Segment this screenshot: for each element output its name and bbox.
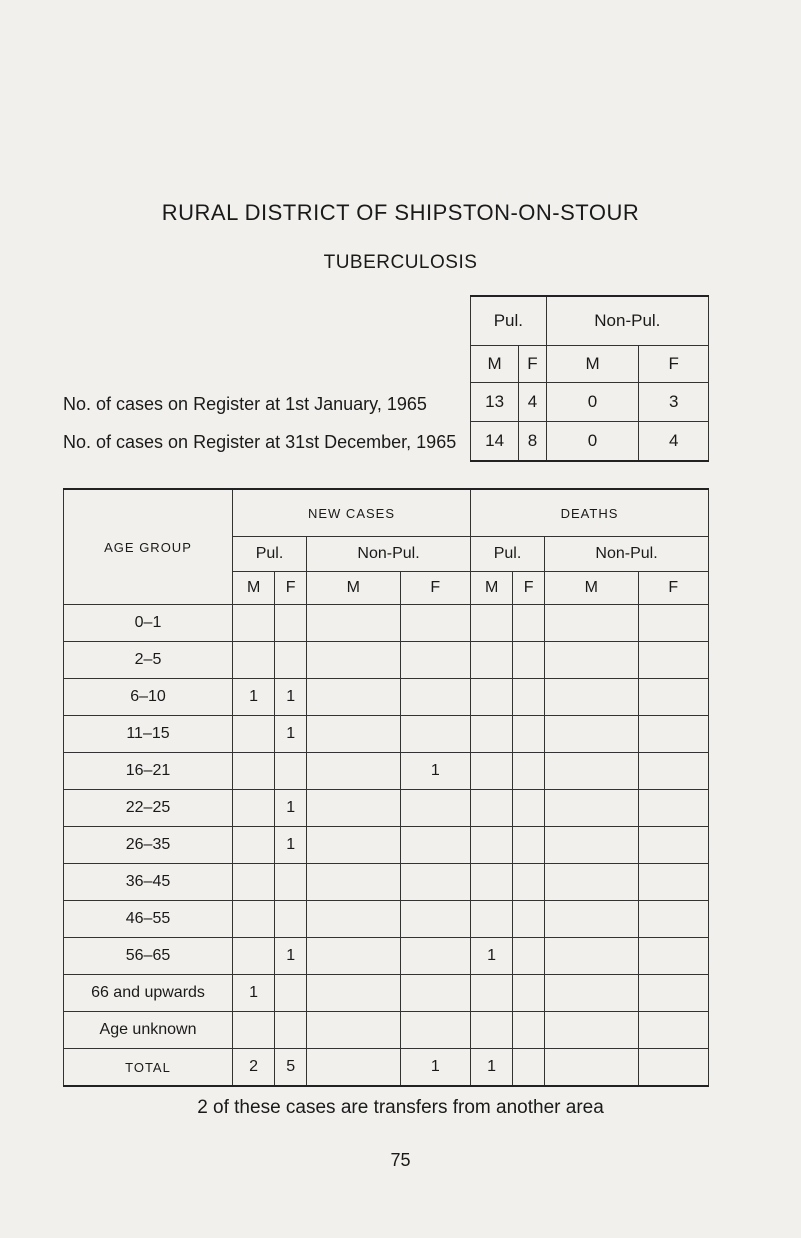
table-cell [275, 901, 307, 938]
table-row [64, 679, 709, 716]
new-cases-header: NEW CASES [233, 489, 471, 537]
table-cell [470, 642, 512, 679]
table-cell [470, 827, 512, 864]
table-cell [307, 642, 401, 679]
table-cell [545, 901, 639, 938]
age-group-header: AGE GROUP [64, 489, 233, 605]
table-cell [513, 753, 545, 790]
register-sub-header: M [471, 346, 519, 383]
table-cell: 1 [233, 679, 275, 716]
table-cell [638, 716, 708, 753]
register-group-header: Non-Pul. [546, 296, 708, 346]
table-cell: 1 [233, 975, 275, 1012]
table-cell [470, 716, 512, 753]
table-row [64, 1012, 709, 1049]
table-cell [638, 1012, 708, 1049]
table-row [64, 975, 709, 1012]
table-cell [400, 790, 470, 827]
sex-header: F [513, 572, 545, 605]
age-group-label: 11–15 [64, 716, 233, 753]
table-cell [638, 790, 708, 827]
register-cell: 4 [519, 383, 547, 422]
table-cell: 1 [275, 938, 307, 975]
table-cell: 1 [470, 1049, 512, 1087]
table-row [64, 864, 709, 901]
table-cell: 1 [275, 790, 307, 827]
table-row [64, 642, 709, 679]
table-cell [307, 901, 401, 938]
table-cell [275, 642, 307, 679]
age-group-label: 2–5 [64, 642, 233, 679]
table-cell [307, 975, 401, 1012]
type-header: Non-Pul. [307, 537, 471, 572]
table-cell [275, 1012, 307, 1049]
table-cell [400, 642, 470, 679]
table-cell [545, 679, 639, 716]
table-row [64, 790, 709, 827]
table-cell [545, 753, 639, 790]
table-cell [513, 716, 545, 753]
table-cell [470, 1012, 512, 1049]
register-cell: 0 [546, 383, 639, 422]
table-cell: 1 [470, 938, 512, 975]
table-cell [470, 753, 512, 790]
table-cell [233, 716, 275, 753]
type-header: Non-Pul. [545, 537, 709, 572]
register-cell: 3 [639, 383, 709, 422]
table-row [64, 753, 709, 790]
table-cell [400, 975, 470, 1012]
register-row [471, 383, 709, 422]
table-cell [400, 901, 470, 938]
table-cell [638, 901, 708, 938]
sex-header: F [638, 572, 708, 605]
table-cell [638, 975, 708, 1012]
table-cell [513, 901, 545, 938]
total-row [64, 1049, 709, 1087]
table-cell [400, 938, 470, 975]
sex-header: F [400, 572, 470, 605]
table-cell [513, 642, 545, 679]
table-row [64, 605, 709, 642]
type-header: Pul. [470, 537, 544, 572]
table-cell [307, 753, 401, 790]
table-cell [400, 605, 470, 642]
table-cell [513, 605, 545, 642]
table-cell [513, 790, 545, 827]
age-group-label: 0–1 [64, 605, 233, 642]
table-cell [513, 975, 545, 1012]
table-cell [307, 1012, 401, 1049]
table-cell [513, 938, 545, 975]
footnote: 2 of these cases are transfers from another area [197, 1097, 604, 1118]
register-sub-header: F [519, 346, 547, 383]
table-cell [233, 753, 275, 790]
register-cell: 13 [471, 383, 519, 422]
table-cell [638, 642, 708, 679]
table-cell [275, 975, 307, 1012]
table-cell [233, 1012, 275, 1049]
table-cell [233, 605, 275, 642]
table-cell [545, 605, 639, 642]
table-cell [275, 753, 307, 790]
table-cell [307, 679, 401, 716]
table-row [64, 938, 709, 975]
table-cell [275, 605, 307, 642]
table-cell [400, 679, 470, 716]
sex-header: F [275, 572, 307, 605]
table-cell: 5 [275, 1049, 307, 1087]
table-cell [513, 1012, 545, 1049]
table-cell [233, 642, 275, 679]
table-cell [545, 975, 639, 1012]
table-cell [275, 864, 307, 901]
table-cell [307, 790, 401, 827]
table-cell [233, 827, 275, 864]
age-group-label: Age unknown [64, 1012, 233, 1049]
table-cell [513, 1049, 545, 1087]
table-cell [470, 605, 512, 642]
table-cell [233, 938, 275, 975]
table-cell [307, 864, 401, 901]
table-cell [545, 938, 639, 975]
register-row-label-start: No. of cases on Register at 1st January, 1965 [63, 394, 427, 414]
table-cell: 2 [233, 1049, 275, 1087]
deaths-header: DEATHS [470, 489, 708, 537]
age-group-label: 16–21 [64, 753, 233, 790]
sex-header: M [307, 572, 401, 605]
table-cell [307, 716, 401, 753]
page-title: RURAL DISTRICT OF SHIPSTON-ON-STOUR [161, 200, 640, 225]
age-group-label: 22–25 [64, 790, 233, 827]
table-cell [545, 1049, 639, 1087]
sex-header: M [470, 572, 512, 605]
table-cell [400, 1012, 470, 1049]
table-row [64, 827, 709, 864]
age-group-label: 26–35 [64, 827, 233, 864]
table-cell [307, 827, 401, 864]
table-cell [470, 901, 512, 938]
table-cell [545, 864, 639, 901]
total-label: TOTAL [64, 1049, 233, 1087]
age-group-table [63, 488, 709, 1087]
table-cell [513, 827, 545, 864]
register-cell: 4 [639, 422, 709, 462]
table-cell [638, 827, 708, 864]
table-cell [470, 679, 512, 716]
age-group-label: 6–10 [64, 679, 233, 716]
page-subtitle: TUBERCULOSIS [323, 252, 478, 273]
sex-header: M [545, 572, 639, 605]
table-row [64, 901, 709, 938]
register-sub-header: F [639, 346, 709, 383]
table-cell [233, 864, 275, 901]
table-cell [307, 1049, 401, 1087]
table-cell [545, 790, 639, 827]
type-header: Pul. [233, 537, 307, 572]
table-cell: 1 [275, 827, 307, 864]
table-cell [400, 827, 470, 864]
table-cell [545, 642, 639, 679]
table-cell [400, 864, 470, 901]
age-group-label: 56–65 [64, 938, 233, 975]
table-cell [545, 827, 639, 864]
table-cell [545, 716, 639, 753]
register-group-header: Pul. [471, 296, 547, 346]
table-cell [638, 679, 708, 716]
table-cell [638, 864, 708, 901]
age-group-label: 66 and upwards [64, 975, 233, 1012]
page-number: 75 [390, 1150, 411, 1170]
table-cell: 1 [400, 753, 470, 790]
table-cell [307, 938, 401, 975]
register-cell: 14 [471, 422, 519, 462]
age-table-body [64, 605, 709, 1087]
register-sub-header: M [546, 346, 639, 383]
table-cell [470, 975, 512, 1012]
sex-header: M [233, 572, 275, 605]
register-row [471, 422, 709, 462]
table-cell [545, 1012, 639, 1049]
register-table [470, 295, 709, 462]
table-cell [513, 864, 545, 901]
table-cell [400, 716, 470, 753]
age-group-label: 46–55 [64, 901, 233, 938]
table-cell [513, 679, 545, 716]
register-cell: 0 [546, 422, 639, 462]
age-group-label: 36–45 [64, 864, 233, 901]
table-cell [233, 901, 275, 938]
table-cell [233, 790, 275, 827]
table-cell [638, 1049, 708, 1087]
table-row [64, 716, 709, 753]
table-cell [638, 753, 708, 790]
table-cell [638, 605, 708, 642]
table-cell: 1 [400, 1049, 470, 1087]
table-cell: 1 [275, 716, 307, 753]
table-cell [470, 790, 512, 827]
table-cell [307, 605, 401, 642]
table-cell [470, 864, 512, 901]
register-cell: 8 [519, 422, 547, 462]
table-cell: 1 [275, 679, 307, 716]
table-cell [638, 938, 708, 975]
register-row-label-end: No. of cases on Register at 31st December, 1965 [63, 432, 457, 452]
